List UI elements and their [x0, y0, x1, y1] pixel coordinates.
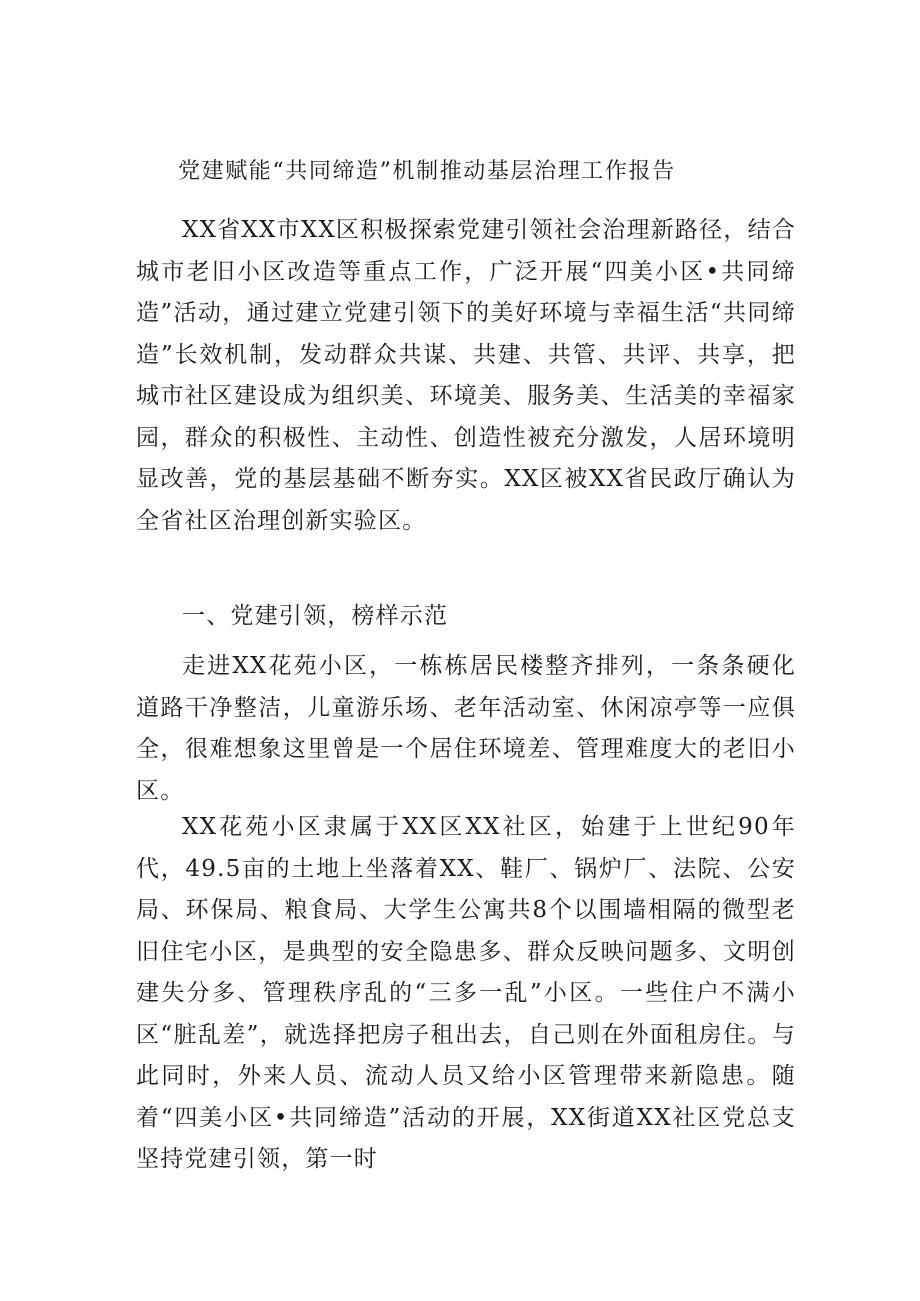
paragraph-community-intro: 走进XX花苑小区，一栋栋居民楼整齐排列，一条条硬化道路干净整洁，儿童游乐场、老年活动室、休闲凉亭等一应俱全，很难想象这里曾是一个居住环境差、管理难度大的老旧小区。 — [136, 653, 796, 804]
section-heading-1: 一、党建引领，榜样示范 — [182, 603, 449, 629]
paragraph-community-history: XX花苑小区隶属于XX区XX社区，始建于上世纪90年代，49.5亩的土地上坐落着XX、鞋厂、锅炉厂、法院、公安局、环保局、粮食局、大学生公寓共8个以围墙相隔的微型老旧住宅小区，是典型的安全隐患多、群众反映问题多、文明创建失分多、管理秩序乱的“三多一乱”小区。一些住户不满小区“脏乱差”，就选择把房子租出去，自己则在外面租房住。与此同时，外来人员、流动人员又给小区管理带来新隐患。随着“四美小区•共同缔造”活动的开展，XX街道XX社区党总支坚持党建引领，第一时 — [136, 814, 796, 1172]
paragraph-intro: XX省XX市XX区积极探索党建引领社会治理新路径，结合城市老旧小区改造等重点工作，广泛开展“四美小区•共同缔造”活动，通过建立党建引领下的美好环境与幸福生活“共同缔造”长效机制，发动群众共谋、共建、共管、共评、共享，把城市社区建设成为组织美、环境美、服务美、生活美的幸福家园，群众的积极性、主动性、创造性被充分激发，人居环境明显改善，党的基层基础不断夯实。XX区被XX省民政厅确认为全省社区治理创新实验区。 — [136, 217, 796, 534]
document-title: 党建赋能“共同缔造”机制推动基层治理工作报告 — [178, 159, 676, 184]
